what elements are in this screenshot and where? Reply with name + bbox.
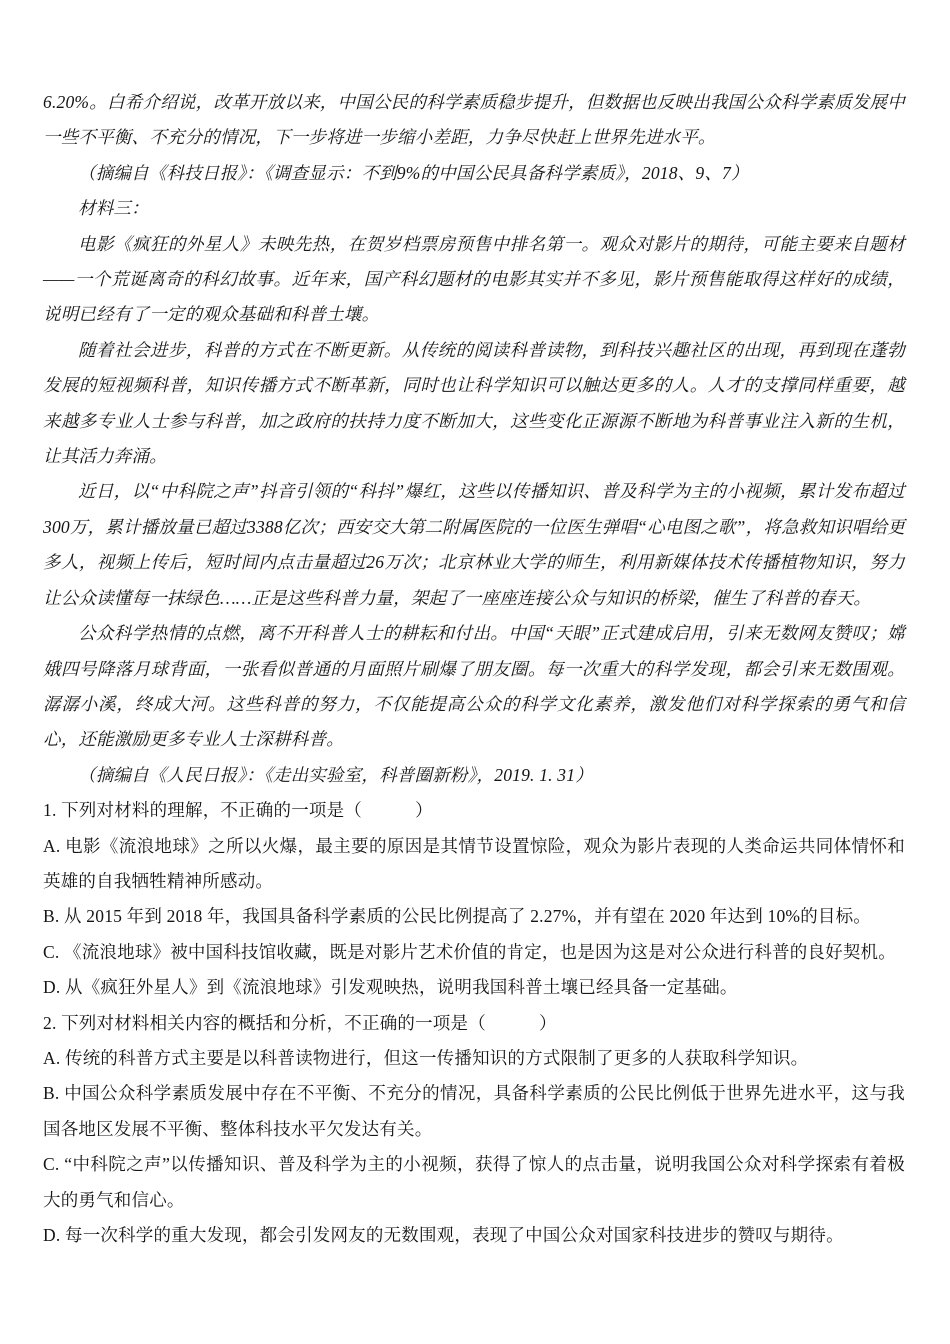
answer-option: C. “中科院之声”以传播知识、普及科学为主的小视频，获得了惊人的点击量，说明我国公众对科学探索有着极大的勇气和信心。 [43, 1154, 905, 1210]
source-citation: （摘编自《科技日报》：《调查显示：不到9%的中国公民具备科学素质》，2018、9、7） [78, 162, 749, 183]
answer-option: C. 《流浪地球》被中国科技馆收藏，既是对影片艺术价值的肯定，也是因为这是对公众进行科普的良好契机。 [43, 941, 896, 962]
question-stem: 1. 下列对材料的理解，不正确的一项是（ ） [43, 800, 433, 821]
material-paragraph: 近日，以“中科院之声”抖音引领的“科抖”爆红，这些以传播知识、普及科学为主的小视频，累计发布超过300万，累计播放量已超过3388亿次；西安交大第二附属医院的一位医生弹唱“心电图之歌”，将急救知识唱给更多人，视频上传后，短时间内点击量超过26万次；北京林业大学的师生，利用新媒体技术传播植物知识，努力让公众读懂每一抹绿色……正是这些科普力量，架起了一座座连接公众与知识的桥梁，催生了科普的春天。 [43, 481, 905, 608]
source-citation: （摘编自《人民日报》：《走出实验室，科普圈新粉》，2019. 1. 31） [78, 764, 593, 785]
material-paragraph: 公众科学热情的点燃，离不开科普人士的耕耘和付出。中国“天眼”正式建成启用，引来无数网友赞叹；嫦娥四号降落月球背面，一张看似普通的月面照片刷爆了朋友圈。每一次重大的科学发现，都会引来无数围观。潺潺小溪，终成大河。这些科普的努力，不仅能提高公众的科学文化素养，激发他们对科学探索的勇气和信心，还能激励更多专业人士深耕科普。 [43, 623, 905, 750]
document-body [43, 85, 905, 1253]
answer-option: B. 中国公众科学素质发展中存在不平衡、不充分的情况，具备科学素质的公民比例低于世界先进水平，这与我国各地区发展不平衡、整体科技水平欠发达有关。 [43, 1083, 905, 1139]
answer-option: D. 从《疯狂外星人》到《流浪地球》引发观映热，说明我国科普土壤已经具备一定基础。 [43, 977, 738, 998]
continued-body-paragraph: 6.20%。白希介绍说，改革开放以来，中国公民的科学素质稳步提升，但数据也反映出我国公众科学素质发展中一些不平衡、不充分的情况，下一步将进一步缩小差距，力争尽快赶上世界先进水平。 [43, 92, 905, 148]
answer-option: B. 从 2015 年到 2018 年，我国具备科学素质的公民比例提高了 2.27%，并有望在 2020 年达到 10%的目标。 [43, 906, 871, 927]
answer-option: A. 传统的科普方式主要是以科普读物进行，但这一传播知识的方式限制了更多的人获取科学知识。 [43, 1047, 809, 1068]
material-heading: 材料三： [78, 198, 149, 219]
material-paragraph: 电影《疯狂的外星人》未映先热，在贺岁档票房预售中排名第一。观众对影片的期待，可能主要来自题材——一个荒诞离奇的科幻故事。近年来，国产科幻题材的电影其实并不多见，影片预售能取得这样好的成绩，说明已经有了一定的观众基础和科普土壤。 [43, 233, 905, 325]
material-paragraph: 随着社会进步，科普的方式在不断更新。从传统的阅读科普读物，到科技兴趣社区的出现，再到现在蓬勃发展的短视频科普，知识传播方式不断革新，同时也让科学知识可以触达更多的人。人才的支撑同样重要，越来越多专业人士参与科普，加之政府的扶持力度不断加大，这些变化正源源不断地为科普事业注入新的生机，让其活力奔涌。 [43, 339, 905, 467]
question-stem: 2. 下列对材料相关内容的概括和分析，不正确的一项是（ ） [43, 1012, 557, 1033]
answer-option: A. 电影《流浪地球》之所以火爆，最主要的原因是其情节设置惊险，观众为影片表现的人类命运共同体情怀和英雄的自我牺牲精神所感动。 [43, 835, 905, 891]
answer-option: D. 每一次科学的重大发现，都会引发网友的无数围观，表现了中国公众对国家科技进步的赞叹与期待。 [43, 1225, 844, 1245]
